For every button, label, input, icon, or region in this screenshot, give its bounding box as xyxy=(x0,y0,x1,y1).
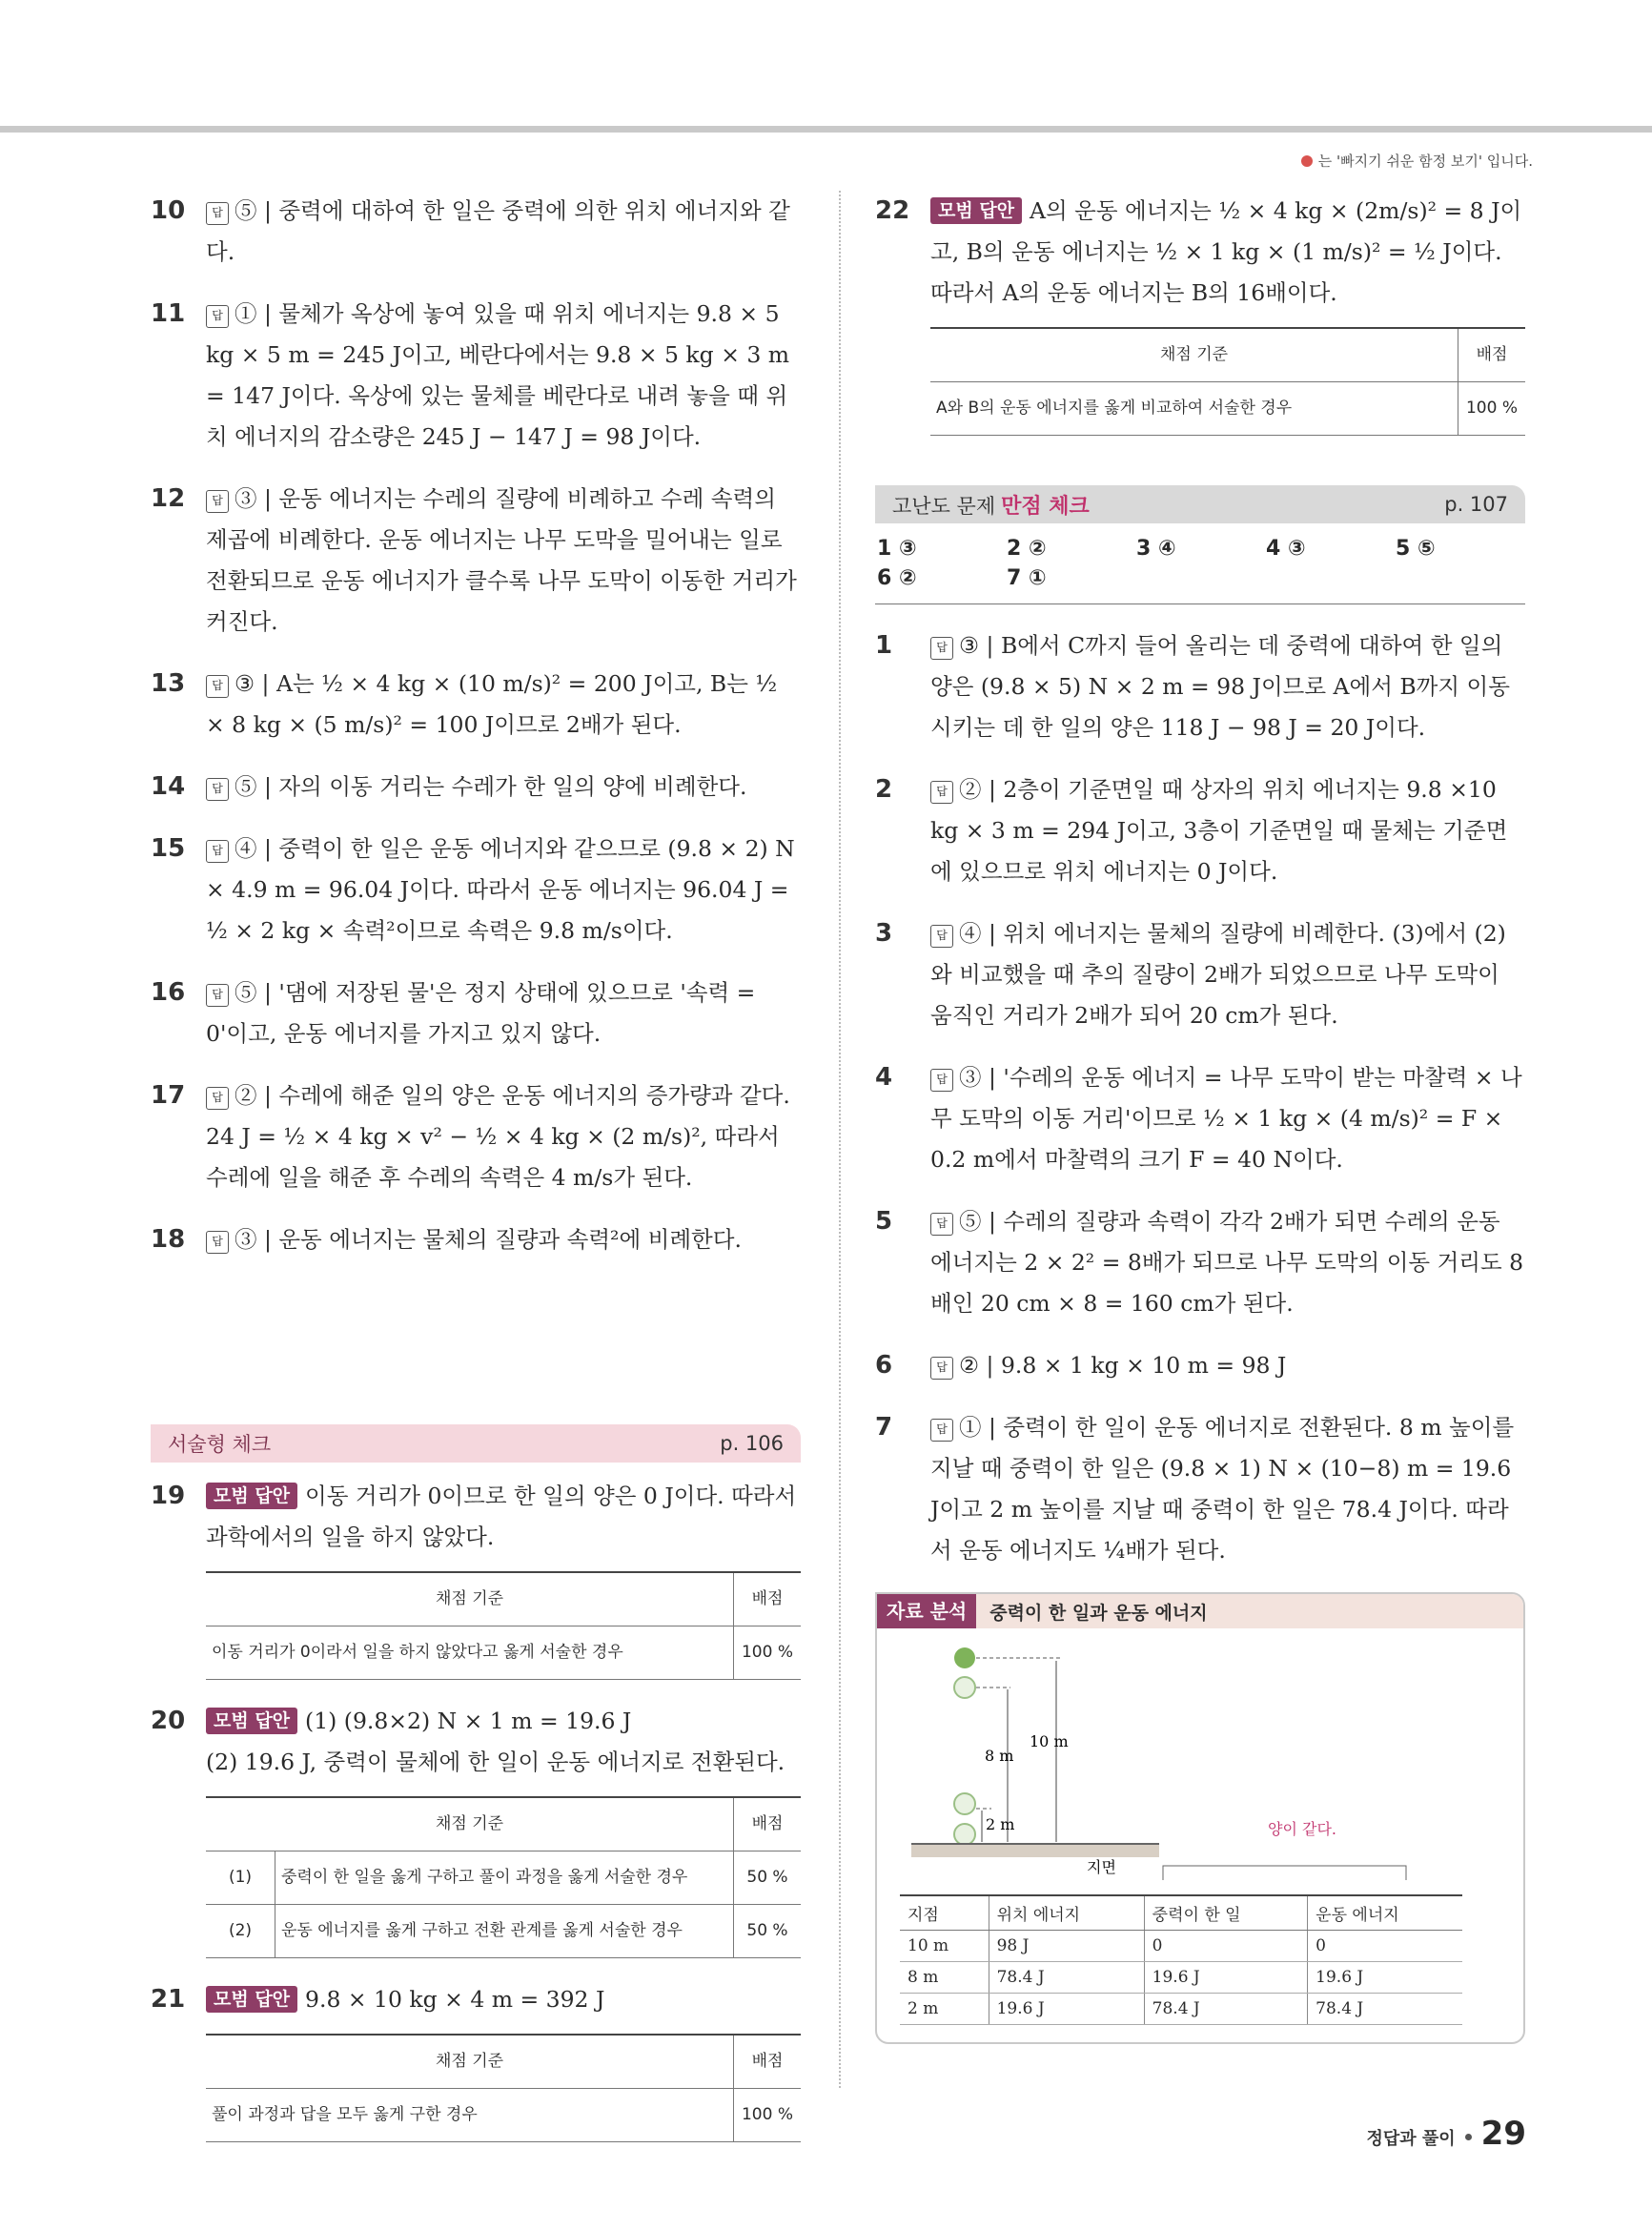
criteria-header: 채점 기준 xyxy=(930,328,1458,382)
question-number: 6 xyxy=(875,1351,893,1380)
answer-badge-icon: 답 xyxy=(930,1069,953,1092)
answer-badge-icon: 답 xyxy=(206,490,229,513)
criteria-cell: A와 B의 운동 에너지를 옳게 비교하여 서술한 경우 xyxy=(930,382,1458,436)
label-2m: 2 m xyxy=(986,1815,1015,1833)
answer-line-2: (2) 19.6 J, 중력이 물체에 한 일이 운동 에너지로 전환된다. xyxy=(206,1749,785,1775)
criteria-header: 채점 기준 xyxy=(206,2035,734,2089)
question-number: 4 xyxy=(875,1063,893,1092)
separator: | xyxy=(255,670,276,697)
answer-choice: ② xyxy=(959,1352,980,1379)
answer-badge-icon: 답 xyxy=(206,305,229,328)
separator: | xyxy=(256,300,279,327)
answer-choice: ③ xyxy=(235,670,255,697)
footer-label: 정답과 풀이 xyxy=(1366,2129,1456,2149)
ground-label: 지면 xyxy=(1087,1858,1116,1876)
quick-answer: 7 ① xyxy=(1007,566,1047,590)
answer-line-1: (1) (9.8×2) N × 1 m = 19.6 J xyxy=(305,1708,632,1734)
points-header: 배점 xyxy=(734,1797,802,1852)
energy-table-header xyxy=(900,1895,1462,1931)
answer-item xyxy=(875,1345,1525,1386)
question-number: 2 xyxy=(875,775,893,804)
essay-section-title: 서술형 체크 xyxy=(168,1433,272,1456)
ball-mid xyxy=(954,1793,975,1814)
page-footer xyxy=(1366,2115,1526,2153)
table-cell: 98 J xyxy=(989,1931,1144,1962)
separator: | xyxy=(979,1352,1001,1379)
separator: | xyxy=(256,1226,279,1253)
answer-item xyxy=(151,1075,801,1198)
answer-item xyxy=(875,1407,1525,1571)
hard-section-header xyxy=(875,485,1525,523)
points-cell: 100 % xyxy=(734,2089,802,2142)
table-cell: 0 xyxy=(1308,1931,1462,1962)
data-analysis-tag: 자료 분석 xyxy=(877,1594,976,1628)
answer-item xyxy=(875,913,1525,1036)
separator: | xyxy=(981,1208,1004,1235)
right-answer-list xyxy=(875,625,1525,1571)
answer-choice: ⑤ xyxy=(235,197,257,224)
separator: | xyxy=(256,773,279,800)
label-8m: 8 m xyxy=(985,1747,1014,1765)
explanation-text: 중력이 한 일은 운동 에너지와 같으므로 (9.8 × 2) N × 4.9 m = 96.04 J이다. 따라서 운동 에너지는 96.04 J = ½ × 2 kg × 속력²이므로 속력은 9.8 m/s이다. xyxy=(206,835,795,944)
quick-answer: 6 ② xyxy=(877,566,917,590)
hard-section-title: 고난도 문제 xyxy=(892,494,996,518)
criteria-cell: 운동 에너지를 옳게 구하고 전환 관계를 옳게 서술한 경우 xyxy=(275,1905,734,1958)
model-answer-tag: 모범 답안 xyxy=(206,1986,297,2013)
points-header: 배점 xyxy=(1458,328,1526,382)
question-19 xyxy=(151,1476,801,1680)
same-amount-label: 양이 같다. xyxy=(1268,1820,1336,1838)
energy-table-body xyxy=(900,1931,1462,2025)
points-cell: 100 % xyxy=(1458,382,1526,436)
answer-badge-icon: 답 xyxy=(930,925,953,948)
answer-item xyxy=(151,767,801,808)
model-answer-tag: 모범 답안 xyxy=(930,197,1022,224)
trap-hint xyxy=(1301,151,1533,171)
table-row xyxy=(900,1962,1462,1994)
answer-item xyxy=(151,829,801,951)
answer-item xyxy=(151,294,801,458)
answer-item xyxy=(875,769,1525,892)
answer-choice: ① xyxy=(235,300,257,327)
sub-label: (1) xyxy=(206,1852,275,1905)
column-divider xyxy=(839,191,841,2088)
question-22 xyxy=(875,191,1525,436)
criteria-header: 채점 기준 xyxy=(206,1572,734,1626)
question-21 xyxy=(151,1979,801,2142)
explanation-text: 운동 에너지는 물체의 질량과 속력²에 비례한다. xyxy=(278,1226,742,1253)
ball-8m xyxy=(954,1677,975,1698)
question-number: 10 xyxy=(151,196,186,225)
separator: | xyxy=(256,835,279,862)
energy-table-col-header: 중력이 한 일 xyxy=(1144,1895,1308,1931)
answer-choice: ③ xyxy=(235,485,257,512)
table-cell: 19.6 J xyxy=(1308,1962,1462,1994)
essay-section-page: p. 106 xyxy=(720,1432,784,1455)
separator: | xyxy=(981,1064,1004,1091)
explanation-text: 중력이 한 일이 운동 에너지로 전환된다. 8 m 높이를 지날 때 중력이 한 일은 (9.8 × 1) N × (10−8) m = 19.6 J이고 2 m 높이를 지날 때 중력이 한 일은 78.4 J이다. 따라서 운동 에너지도 ¼배가 된다. xyxy=(930,1414,1515,1564)
criteria-cell: 이동 거리가 0이라서 일을 하지 않았다고 옳게 서술한 경우 xyxy=(206,1626,734,1680)
explanation-text: 물체가 옥상에 놓여 있을 때 위치 에너지는 9.8 × 5 kg × 5 m = 245 J이고, 베란다에서는 9.8 × 5 kg × 3 m = 147 J이다. 옥상에 있는 물체를 베란다로 내려 놓을 때 위치 에너지의 감소량은 245 J − 147 J = 98 J이다. xyxy=(206,300,790,450)
question-number: 7 xyxy=(875,1413,893,1442)
scoring-table xyxy=(206,1796,801,1958)
question-number: 15 xyxy=(151,834,186,863)
label-10m: 10 m xyxy=(1030,1732,1069,1750)
sub-label: (2) xyxy=(206,1905,275,1958)
answer-choice: ③ xyxy=(959,1064,982,1091)
points-cell: 100 % xyxy=(734,1626,802,1680)
hard-section-page: p. 107 xyxy=(1444,493,1508,516)
falling-ball-diagram xyxy=(887,1632,1497,1880)
answer-choice: ⑤ xyxy=(235,979,257,1006)
separator: | xyxy=(979,632,1001,659)
question-number: 22 xyxy=(875,196,910,225)
top-rule xyxy=(0,126,1652,133)
answer-choice: ④ xyxy=(959,920,982,947)
answer-badge-icon: 답 xyxy=(206,1231,229,1254)
quick-answer: 5 ⑤ xyxy=(1396,537,1436,561)
answer-badge-icon: 답 xyxy=(206,1087,229,1110)
page-number: 29 xyxy=(1480,2115,1526,2153)
table-row xyxy=(900,1931,1462,1962)
table-cell: 19.6 J xyxy=(1144,1962,1308,1994)
data-analysis-header xyxy=(877,1594,1523,1628)
table-cell: 78.4 J xyxy=(989,1962,1144,1994)
model-answer-tag: 모범 답안 xyxy=(206,1483,297,1509)
answer-badge-icon: 답 xyxy=(206,202,229,225)
separator: | xyxy=(981,776,1004,803)
answer-choice: ④ xyxy=(235,835,257,862)
answer-item xyxy=(151,1219,801,1260)
answer-choice: ③ xyxy=(235,1226,257,1253)
quick-answer: 4 ③ xyxy=(1266,537,1306,561)
question-20 xyxy=(151,1701,801,1958)
question-number: 5 xyxy=(875,1207,893,1236)
data-analysis-title: 중력이 한 일과 운동 에너지 xyxy=(989,1602,1208,1624)
explanation-text: 위치 에너지는 물체의 질량에 비례한다. (3)에서 (2)와 비교했을 때 추의 질량이 2배가 되었으므로 나무 도막이 움직인 거리가 2배가 되어 20 cm가 된다. xyxy=(930,920,1506,1029)
explanation-text: 수레의 질량과 속력이 각각 2배가 되면 수레의 운동 에너지는 2 × 2² = 8배가 되므로 나무 도막의 이동 거리도 8배인 20 cm × 8 = 160 cm가 된다. xyxy=(930,1208,1524,1317)
criteria-cell: 중력이 한 일을 옳게 구하고 풀이 과정을 옳게 서술한 경우 xyxy=(275,1852,734,1905)
table-cell: 2 m xyxy=(900,1994,989,2025)
question-number: 17 xyxy=(151,1081,186,1110)
answer-badge-icon: 답 xyxy=(930,1357,953,1380)
answer-item xyxy=(875,625,1525,748)
answer-choice: ③ xyxy=(959,632,980,659)
table-cell: 19.6 J xyxy=(989,1994,1144,2025)
table-cell: 8 m xyxy=(900,1962,989,1994)
question-number: 19 xyxy=(151,1482,186,1510)
hard-section-subtitle: 만점 체크 xyxy=(1001,494,1090,519)
points-header: 배점 xyxy=(734,2035,802,2089)
answer-choice: ② xyxy=(959,776,982,803)
separator: | xyxy=(981,920,1004,947)
question-number: 1 xyxy=(875,631,893,660)
answer-item xyxy=(875,1057,1525,1180)
separator: | xyxy=(256,485,279,512)
left-answer-list xyxy=(151,191,801,1260)
explanation-text: '댐에 저장된 물'은 정지 상태에 있으므로 '속력 = 0'이고, 운동 에너지를 가지고 있지 않다. xyxy=(206,979,756,1047)
question-number: 16 xyxy=(151,978,186,1007)
answer-badge-icon: 답 xyxy=(930,781,953,804)
question-number: 14 xyxy=(151,772,186,801)
left-column xyxy=(151,191,801,2163)
scoring-table xyxy=(206,1571,801,1680)
explanation-text: 자의 이동 거리는 수레가 한 일의 양에 비례한다. xyxy=(278,773,747,800)
question-number: 21 xyxy=(151,1985,186,2014)
essay-section-header xyxy=(151,1424,801,1463)
quick-answer: 3 ④ xyxy=(1136,537,1176,561)
answer-choice: ⑤ xyxy=(959,1208,982,1235)
table-cell: 78.4 J xyxy=(1308,1994,1462,2025)
explanation-text: 2층이 기준면일 때 상자의 위치 에너지는 9.8 ×10 kg × 3 m = 294 J이고, 3층이 기준면일 때 물체는 기준면에 있으므로 위치 에너지는 0 J이다. xyxy=(930,776,1508,885)
answer-badge-icon: 답 xyxy=(206,778,229,801)
criteria-header: 채점 기준 xyxy=(206,1797,734,1852)
ball-10m xyxy=(954,1647,975,1668)
answer-item xyxy=(151,664,801,746)
answer-text: 9.8 × 10 kg × 4 m = 392 J xyxy=(305,1986,605,2013)
answer-choice: ② xyxy=(235,1082,257,1109)
separator: | xyxy=(256,197,279,224)
bullet-icon xyxy=(1465,2134,1472,2140)
question-number: 20 xyxy=(151,1707,186,1735)
question-number: 18 xyxy=(151,1225,186,1254)
points-cell: 50 % xyxy=(734,1852,802,1905)
scoring-table xyxy=(930,327,1525,436)
model-answer-tag: 모범 답안 xyxy=(206,1708,297,1734)
energy-table xyxy=(900,1894,1462,2025)
quick-answer-grid xyxy=(875,523,1525,604)
table-cell: 0 xyxy=(1144,1931,1308,1962)
energy-table-col-header: 위치 에너지 xyxy=(989,1895,1144,1931)
separator: | xyxy=(256,1082,279,1109)
quick-answer: 1 ③ xyxy=(877,537,917,561)
same-amount-bracket xyxy=(1163,1866,1406,1880)
explanation-text: B에서 C까지 들어 올리는 데 중력에 대하여 한 일의 양은 (9.8 × 5) N × 2 m = 98 J이므로 A에서 B까지 이동시키는 데 한 일의 양은 118 J − 98 J = 20 J이다. xyxy=(930,632,1510,741)
answer-item xyxy=(875,1201,1525,1324)
separator: | xyxy=(981,1414,1004,1441)
answer-badge-icon: 답 xyxy=(206,675,229,698)
quick-answer: 2 ② xyxy=(1007,537,1047,561)
answer-badge-icon: 답 xyxy=(206,840,229,863)
question-number: 13 xyxy=(151,669,186,698)
explanation-text: 9.8 × 1 kg × 10 m = 98 J xyxy=(1000,1352,1287,1379)
answer-badge-icon: 답 xyxy=(930,637,953,660)
explanation-text: '수레의 운동 에너지 = 나무 도막이 받는 마찰력 × 나무 도막의 이동 거리'이므로 ½ × 1 kg × (4 m/s)² = F × 0.2 m에서 마찰력의 크기 F = 40 N이다. xyxy=(930,1064,1522,1173)
points-cell: 50 % xyxy=(734,1905,802,1958)
ground xyxy=(911,1844,1159,1857)
table-cell: 10 m xyxy=(900,1931,989,1962)
right-column xyxy=(875,191,1525,2044)
question-number: 3 xyxy=(875,919,893,948)
answer-item xyxy=(151,972,801,1054)
answer-item xyxy=(151,479,801,643)
criteria-cell: 풀이 과정과 답을 모두 옳게 구한 경우 xyxy=(206,2089,734,2142)
points-header: 배점 xyxy=(734,1572,802,1626)
ball-2m xyxy=(954,1824,975,1845)
bulb-icon xyxy=(1301,155,1313,167)
question-number: 12 xyxy=(151,484,186,513)
answer-choice: ⑤ xyxy=(235,773,257,800)
answer-badge-icon: 답 xyxy=(206,984,229,1007)
scoring-table xyxy=(206,2034,801,2142)
table-cell: 78.4 J xyxy=(1144,1994,1308,2025)
energy-table-col-header: 운동 에너지 xyxy=(1308,1895,1462,1931)
data-analysis-box xyxy=(875,1592,1525,2044)
trap-hint-text: 는 '빠지기 쉬운 함정 보기' 입니다. xyxy=(1317,153,1533,170)
answer-choice: ① xyxy=(959,1414,982,1441)
table-row xyxy=(900,1994,1462,2025)
energy-table-col-header: 지점 xyxy=(900,1895,989,1931)
question-number: 11 xyxy=(151,299,186,328)
answer-text: A의 운동 에너지는 ½ × 4 kg × (2m/s)² = 8 J이고, B의 운동 에너지는 ½ × 1 kg × (1 m/s)² = ½ J이다. 따라서 A의 운동 에너지는 B의 16배이다. xyxy=(930,197,1522,306)
explanation-text: A는 ½ × 4 kg × (10 m/s)² = 200 J이고, B는 ½ × 8 kg × (5 m/s)² = 100 J이므로 2배가 된다. xyxy=(206,670,778,738)
answer-item xyxy=(151,191,801,273)
explanation-text: 중력에 대하여 한 일은 중력에 의한 위치 에너지와 같다. xyxy=(206,197,790,265)
explanation-text: 수레에 해준 일의 양은 운동 에너지의 증가량과 같다. 24 J = ½ × 4 kg × v² − ½ × 4 kg × (2 m/s)², 따라서 수레에 일을 해준 후 수레의 속력은 4 m/s가 된다. xyxy=(206,1082,790,1191)
answer-badge-icon: 답 xyxy=(930,1213,953,1236)
answer-badge-icon: 답 xyxy=(930,1419,953,1442)
explanation-text: 운동 에너지는 수레의 질량에 비례하고 수레 속력의 제곱에 비례한다. 운동 에너지는 나무 도막을 밀어내는 일로 전환되므로 운동 에너지가 클수록 나무 도막이 이동한 거리가 커진다. xyxy=(206,485,797,635)
answer-text: 이동 거리가 0이므로 한 일의 양은 0 J이다. 따라서 과학에서의 일을 하지 않았다. xyxy=(206,1483,797,1550)
separator: | xyxy=(256,979,279,1006)
